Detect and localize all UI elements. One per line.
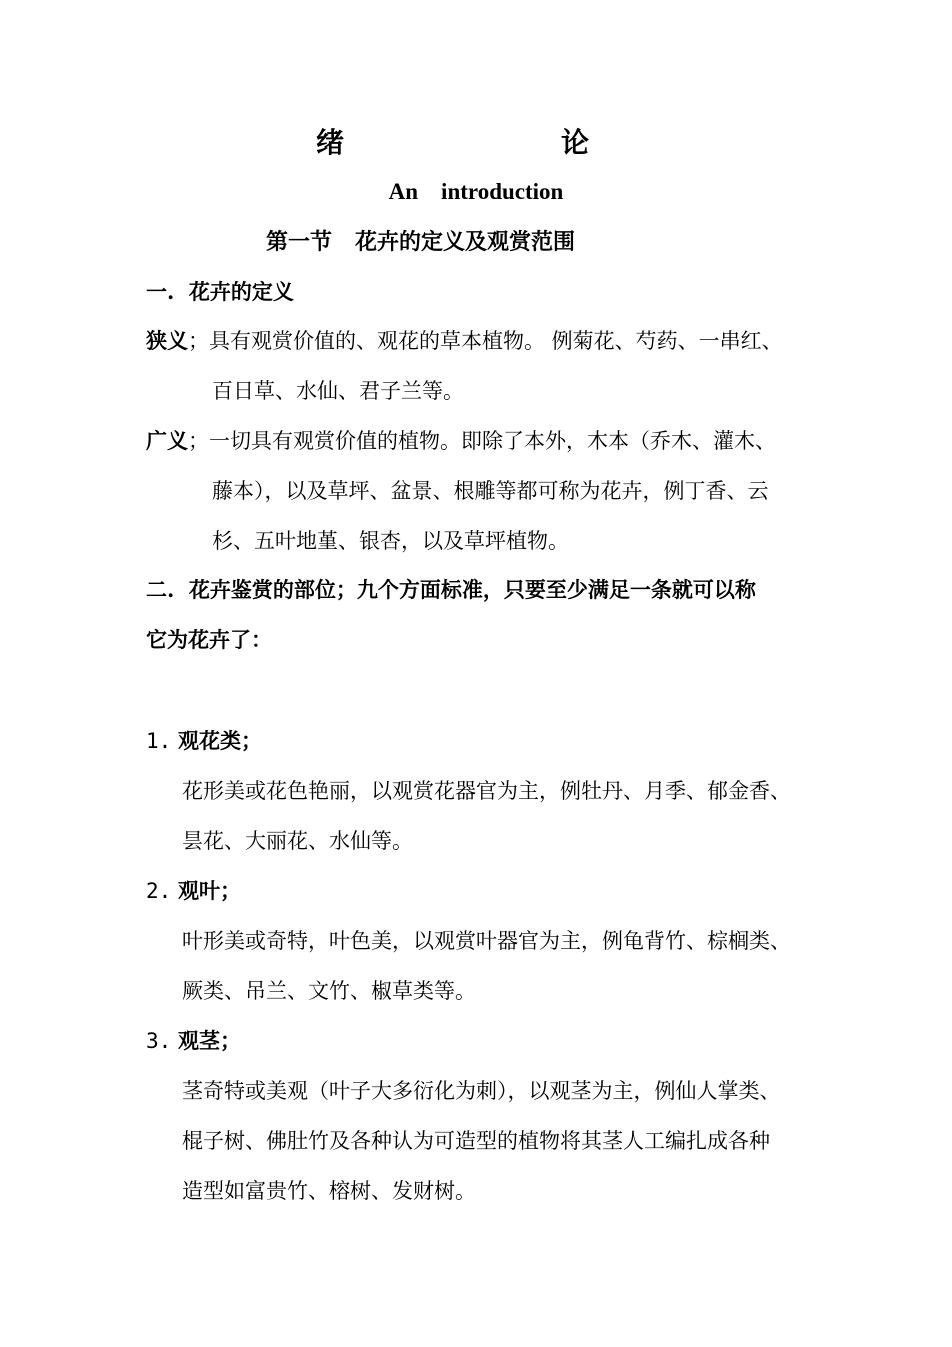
title-char-1: 绪 <box>316 126 345 159</box>
narrow-label: 狭义 <box>146 328 188 353</box>
broad-text: ；一切具有观赏价值的植物。即除了本外，木本（乔木、灌木、 <box>188 429 776 453</box>
broad-definition <box>146 426 776 456</box>
item-1-heading <box>146 726 262 756</box>
broad-label: 广义 <box>146 428 188 453</box>
item-3-title: 观茎； <box>177 1028 241 1053</box>
item-1-line-1: 花形美或花色艳丽，以观赏花器官为主，例牡丹、月季、郁金香、 <box>182 779 791 803</box>
item-2-heading <box>146 876 241 906</box>
broad-text-line-2: 藤本），以及草坪、盆景、根雕等都可称为花卉，例丁香、云 <box>212 479 769 503</box>
item-3-number: 3. <box>146 1029 172 1053</box>
item-3-line-2: 棍子树、佛肚竹及各种认为可造型的植物将其茎人工编扎成各种 <box>182 1129 770 1153</box>
item-1-number: 1. <box>146 729 172 753</box>
item-2-line-1: 叶形美或奇特，叶色美，以观赏叶器官为主，例龟背竹、棕榈类、 <box>182 929 791 953</box>
item-1-title: 观花类； <box>177 728 262 753</box>
narrow-text-line-2: 百日草、水仙、君子兰等。 <box>212 379 464 403</box>
subtitle: An introduction <box>388 179 564 204</box>
item-1-line-2: 昙花、大丽花、水仙等。 <box>182 829 413 853</box>
part2-heading-line-2: 它为花卉了： <box>146 627 272 652</box>
item-2-title: 观叶； <box>177 878 241 903</box>
item-3-line-1: 茎奇特或美观（叶子大多衍化为刺），以观茎为主，例仙人掌类、 <box>182 1079 781 1103</box>
part1-heading: 一. 花卉的定义 <box>146 279 294 304</box>
item-2-line-2: 厥类、吊兰、文竹、椒草类等。 <box>182 979 476 1003</box>
item-3-heading <box>146 1026 241 1056</box>
item-2-number: 2. <box>146 879 172 903</box>
narrow-text: ；具有观赏价值的、观花的草本植物。 例菊花、芍药、一串红、 <box>188 329 783 353</box>
narrow-definition <box>146 326 783 356</box>
part2-heading: 二. 花卉鉴赏的部位；九个方面标准，只要至少满足一条就可以称 <box>146 577 756 602</box>
title-char-2: 论 <box>561 126 590 159</box>
broad-text-line-3: 杉、五叶地堇、银杏，以及草坪植物。 <box>212 529 569 553</box>
section-title: 第一节 花卉的定义及观赏范围 <box>266 229 575 255</box>
item-3-line-3: 造型如富贵竹、榕树、发财树。 <box>182 1179 476 1203</box>
